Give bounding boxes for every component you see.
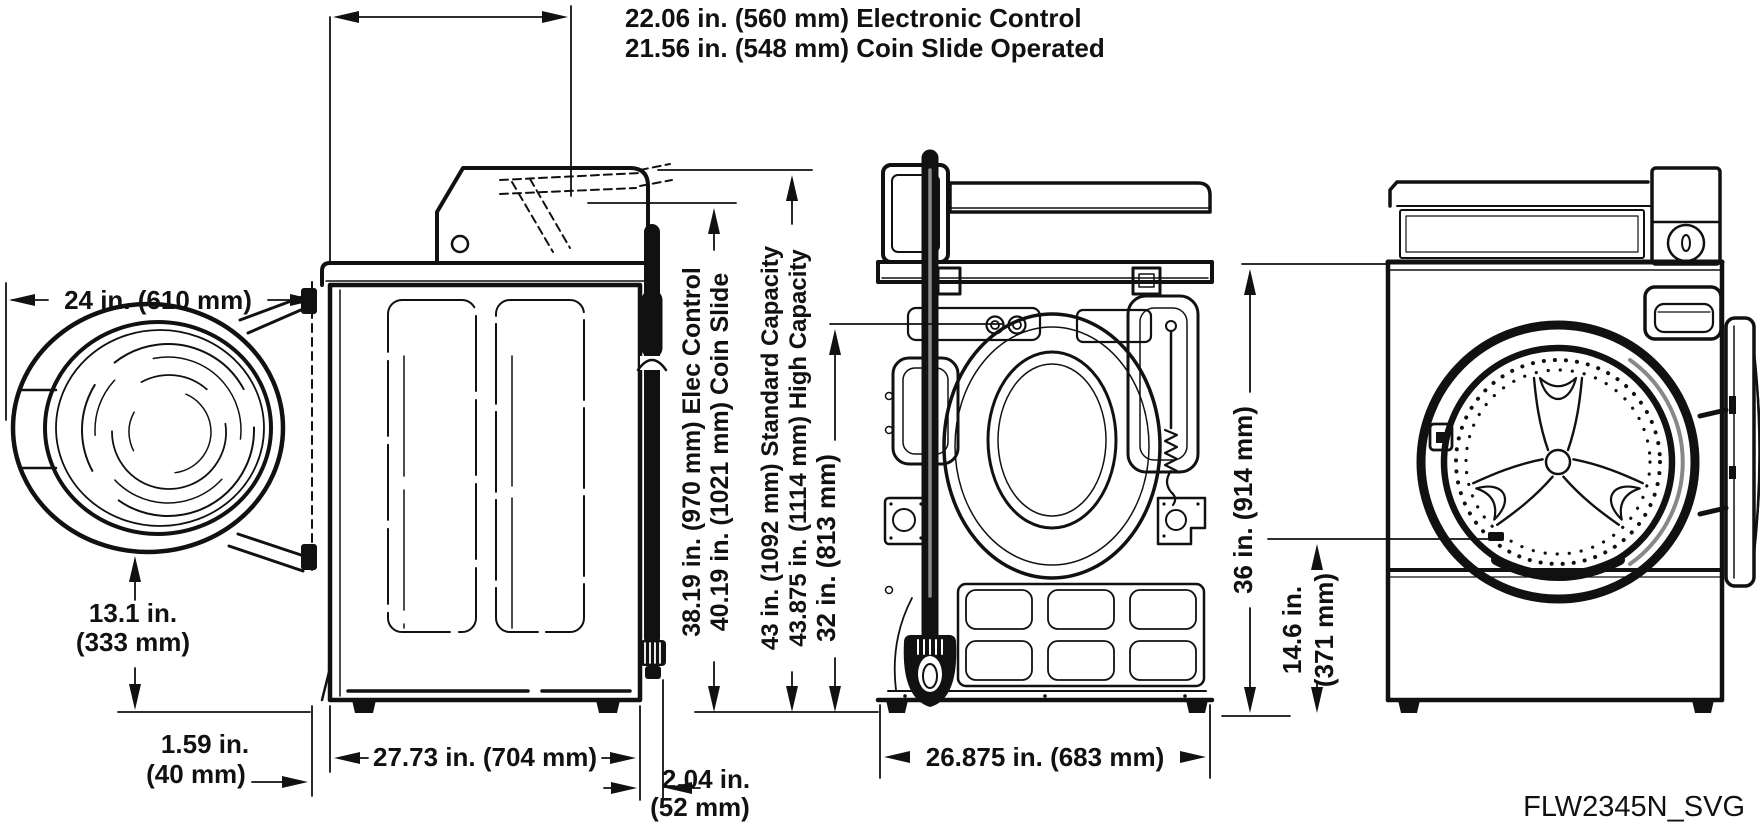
rear-lower-grid: [958, 584, 1204, 686]
front-foot-left: [1398, 700, 1420, 713]
dim-cabinet-depth: 27.73 in. (704 mm): [373, 742, 597, 772]
dim-top-width-coin: 21.56 in. (548 mm) Coin Slide Operated: [625, 33, 1105, 63]
dim-height-standard: 43 in. (1092 mm) Standard Capacity: [757, 245, 784, 651]
spring-coil: [1165, 430, 1177, 471]
coin-vault-lock: [1668, 225, 1704, 261]
dim-door-gap-2: (40 mm): [146, 759, 246, 789]
dim-cabinet-height: 36 in. (914 mm): [1228, 406, 1258, 594]
dim-door-gap-1: 1.59 in.: [160, 729, 250, 759]
coin-vault: [1652, 168, 1720, 264]
dim-opening-height-1: 14.6 in.: [1277, 585, 1307, 675]
open-door-panel: [1726, 318, 1754, 586]
dim-height-coin: 40.19 in. (1021 mm) Coin Slide: [706, 272, 734, 632]
side-view: [322, 164, 672, 713]
drum-perforations-outer: [1456, 360, 1660, 564]
side-cabinet-body: [330, 285, 640, 700]
front-top-cap: [1390, 182, 1648, 206]
dim-height-high: 43.875 in. (1114 mm) High Capacity: [785, 249, 812, 647]
dim-opening-height-2: (371 mm): [1309, 572, 1339, 688]
side-foot-rear: [596, 700, 620, 713]
drum-hub: [1546, 450, 1570, 474]
rear-view: [878, 158, 1212, 713]
front-console: [1400, 210, 1644, 258]
front-view: [1388, 168, 1760, 713]
dim-hose-projection-1: 2.04 in.: [661, 764, 751, 794]
control-panel-hole: [452, 236, 468, 252]
side-control-panel: [437, 168, 648, 263]
dim-door-projection: 24 in. (610 mm): [64, 285, 252, 315]
dim-hose-projection-2: (52 mm): [650, 792, 750, 822]
side-emboss-panel-2: [496, 300, 584, 632]
spring-pin: [1166, 321, 1176, 331]
dim-door-clearance-1: 13.1 in.: [88, 598, 178, 628]
figure-code: FLW2345N_SVG: [1523, 791, 1745, 823]
boot-reference-tick: [1488, 532, 1504, 541]
door-hinge-bracket-bottom: [301, 544, 317, 570]
rear-foot-left: [886, 700, 908, 713]
dim-height-elec: 38.19 in. (970 mm) Elec Control: [678, 267, 706, 637]
rear-foot-right: [1186, 700, 1208, 713]
dim-inlet-height: 32 in. (813 mm): [811, 454, 841, 642]
door-opening-ring: [1421, 325, 1695, 599]
dim-top-width-electronic: 22.06 in. (560 mm) Electronic Control: [625, 3, 1082, 33]
side-foot-front: [352, 700, 376, 713]
door-open-view: [13, 282, 317, 576]
dim-door-clearance-2: (333 mm): [75, 627, 191, 657]
hose-clamp: [640, 640, 666, 666]
dimension-lines: [6, 6, 1496, 800]
door-outer-ring: [13, 304, 283, 552]
front-foot-right: [1692, 700, 1714, 713]
side-emboss-panel-1: [388, 300, 476, 632]
dim-cabinet-width: 26.875 in. (683 mm): [925, 742, 1165, 772]
drum-perforations-inner: [1466, 370, 1650, 554]
